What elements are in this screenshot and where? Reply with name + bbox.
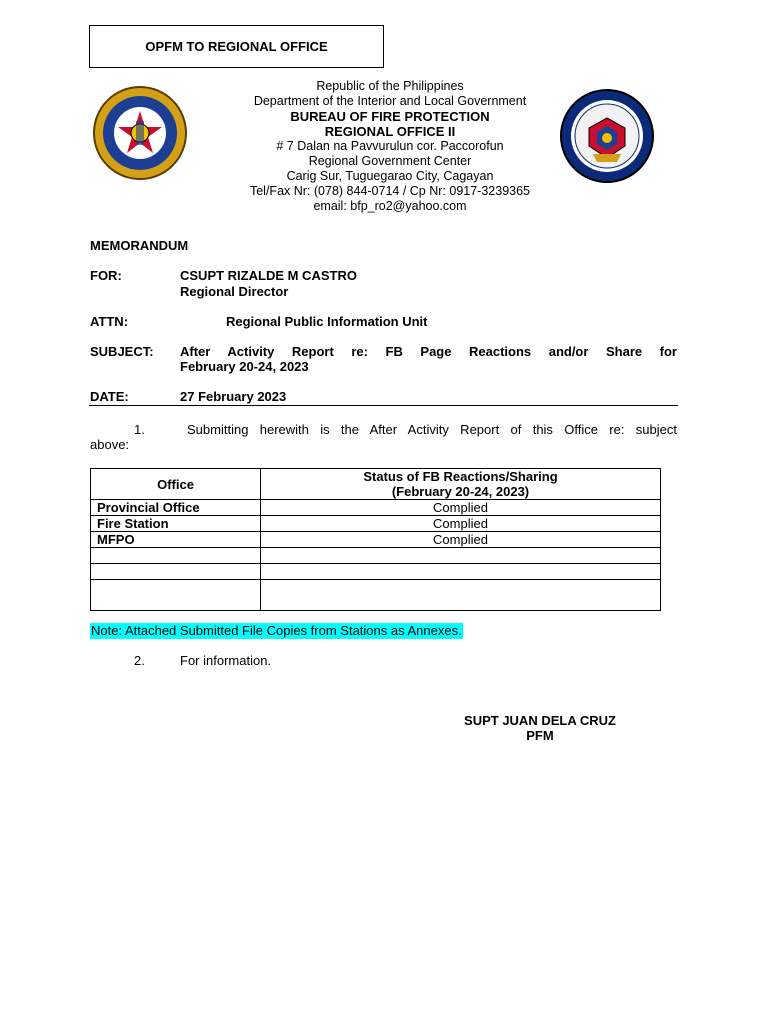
- signature-block: [430, 713, 650, 743]
- for-name: CSUPT RIZALDE M CASTRO: [180, 268, 357, 283]
- table-row: [91, 532, 661, 548]
- cell-empty: [91, 564, 261, 580]
- subject-label: SUBJECT:: [90, 344, 154, 359]
- letterhead-address-1: # 7 Dalan na Pavvurulun cor. Paccorofun: [276, 139, 504, 153]
- cell-office: Provincial Office: [91, 500, 261, 516]
- date-label: DATE:: [90, 389, 129, 404]
- memo-heading: MEMORANDUM: [90, 238, 189, 253]
- cell-office: Fire Station: [91, 516, 261, 532]
- cell-empty: [91, 580, 261, 611]
- header-office: Office: [91, 469, 261, 500]
- para1-text-line-2: above:: [90, 437, 130, 452]
- attn-value: Regional Public Information Unit: [226, 314, 428, 329]
- annex-note: Note: Attached Submitted File Copies from Stations as Annexes.: [91, 623, 462, 638]
- letterhead: [200, 79, 580, 214]
- para1-number: 1.: [134, 422, 145, 437]
- header-status-line-1: Status of FB Reactions/Sharing: [363, 469, 558, 484]
- signatory-name: SUPT JUAN DELA CRUZ: [464, 713, 616, 728]
- for-label: FOR:: [90, 268, 122, 283]
- routing-label: OPFM TO REGIONAL OFFICE: [145, 39, 328, 54]
- letterhead-email: email: bfp_ro2@yahoo.com: [313, 199, 467, 213]
- cell-status: Complied: [261, 500, 661, 516]
- letterhead-republic: Republic of the Philippines: [316, 79, 464, 93]
- cell-empty: [261, 564, 661, 580]
- cell-status: Complied: [261, 532, 661, 548]
- header-status: [261, 469, 661, 500]
- cell-empty: [261, 548, 661, 564]
- table-row-empty: [91, 564, 661, 580]
- letterhead-bureau: BUREAU OF FIRE PROTECTION: [290, 109, 490, 124]
- para1-text-line-1: Submitting herewith is the After Activity Report of this Office re: subject: [187, 422, 677, 437]
- subject-line-1: After Activity Report re: FB Page Reactions and/or Share for: [180, 344, 677, 359]
- letterhead-address-2: Regional Government Center: [308, 154, 472, 168]
- subject-line-2: February 20-24, 2023: [180, 359, 309, 374]
- for-title: Regional Director: [180, 284, 289, 299]
- para2-number: 2.: [134, 653, 145, 668]
- cell-status: Complied: [261, 516, 661, 532]
- routing-box: [89, 25, 384, 68]
- table-row: [91, 516, 661, 532]
- attn-label: ATTN:: [90, 314, 129, 329]
- letterhead-regional-office: REGIONAL OFFICE II: [324, 124, 456, 139]
- status-table: [90, 468, 661, 611]
- letterhead-department: Department of the Interior and Local Government: [253, 94, 527, 108]
- cell-empty: [261, 580, 661, 611]
- date-value: 27 February 2023: [180, 389, 287, 404]
- cell-empty: [91, 548, 261, 564]
- para2-text: For information.: [180, 653, 272, 668]
- letterhead-phone: Tel/Fax Nr: (078) 844-0714 / Cp Nr: 0917-3239365: [249, 184, 531, 198]
- table-header-row: [91, 469, 661, 500]
- header-divider: [89, 405, 678, 406]
- table-row-empty: [91, 580, 661, 611]
- bfp-seal-left-logo: [92, 85, 188, 181]
- table-row: [91, 500, 661, 516]
- header-status-line-2: (February 20-24, 2023): [391, 484, 530, 499]
- cell-office: MFPO: [91, 532, 261, 548]
- letterhead-address-3: Carig Sur, Tuguegarao City, Cagayan: [286, 169, 494, 183]
- table-row-empty: [91, 548, 661, 564]
- signatory-title: PFM: [526, 728, 554, 743]
